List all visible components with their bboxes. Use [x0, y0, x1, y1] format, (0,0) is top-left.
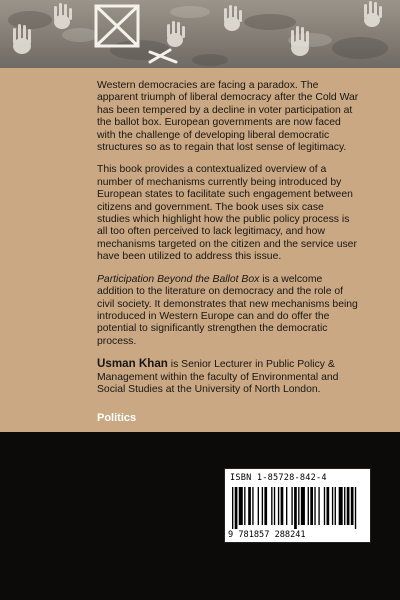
- blurb-paragraph-3: [97, 274, 359, 348]
- barcode-image: [230, 487, 367, 529]
- isbn-barcode-panel: [224, 468, 371, 543]
- cover-photo-strip: [0, 0, 400, 68]
- isbn-text: ISBN 1-85728-842-4: [230, 473, 327, 483]
- ean-digits: 9 781857 288241: [228, 530, 306, 540]
- handprint-photo: [0, 0, 400, 68]
- back-cover-text: [97, 80, 359, 425]
- book-title-reference: Participation Beyond the Ballot Box: [97, 273, 260, 285]
- blurb-paragraph-3-body: is a welcome addition to the literature on democracy and the role of civil society. It demonstrates that new mechanisms being introduced in Western Europe can and do offer the potential to significantly strengthen the democratic process.: [97, 273, 358, 347]
- author-bio-text: is Senior Lecturer in Public Policy & Management within the faculty of Environmental and Social Studies at the University of North London.: [97, 359, 339, 395]
- author-bio: [97, 358, 359, 396]
- author-name: Usman Khan: [97, 357, 168, 371]
- blurb-paragraph-1: Western democracies are facing a paradox. The apparent triumph of liberal democracy after the Cold War has been tempered by a decline in voter participation at the ballot box. European governments are now faced with the challenge of developing liberal democratic structures so as to regain that lost sense of legitimacy.: [97, 80, 359, 154]
- blurb-paragraph-2: This book provides a contextualized overview of a number of mechanisms currently being introduced by European states to facilitate such engagement between citizens and government. The book uses six case studies which highlight how the public policy process is all too often perceived to lack legitimacy, and how mechanisms targeted on the citizen and the service user have been utilized to address this issue.: [97, 164, 357, 263]
- category-label: Politics: [97, 412, 137, 425]
